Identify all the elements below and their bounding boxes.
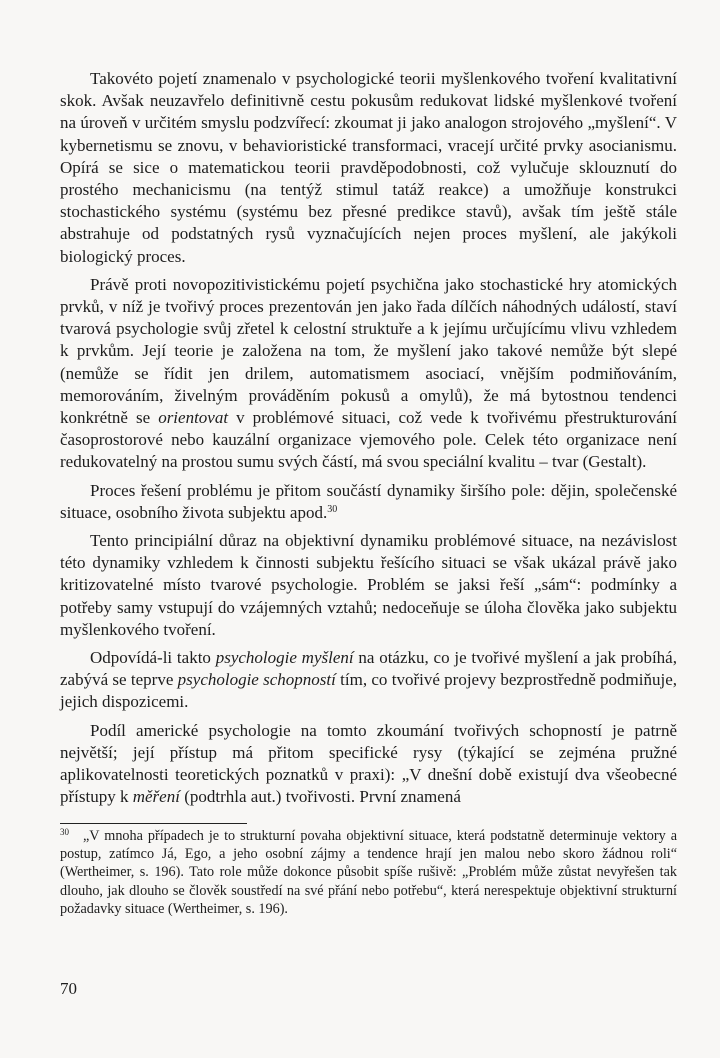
footnote-reference: 30	[327, 503, 338, 515]
italic-term: psychologie schopností	[177, 670, 336, 690]
italic-term: měření	[132, 787, 180, 807]
footnote-30	[60, 827, 677, 918]
text-segment: Tento principiální důraz na objektivní dynamiku problémové situace, na nezávislost této dynamiky vzhledem k činnosti subjektu řešícího situaci se však ukázal právě jako kritizovatelné místo tvarové psychologie. Problém se jaksi řeší „sám“: podmínky a potřeby samy vstupují do vzájemných vztahů; nedoceňuje se úloha člověka jako subjektu myšlenkového tvoření.	[60, 531, 677, 639]
text-segment: Takovéto pojetí znamenalo v psychologické teorii myšlenkového tvoření kvalitativní skok. Avšak neuzavřelo definitivně cestu pokusům redukovat lidské myšlenkové tvoření na úroveň v určitém smyslu podzvířecí: zkoumat ji jako analogon strojového „myšlení“. V kybernetismu se znovu, v behavioristické transformaci, vracejí určité prvky asocianismu. Opírá se sice o matematickou teorii pravděpodobnosti, což vylučuje sklouznutí do prostého mechanicismu (na tentýž stimul tatáž reakce) a umožňuje konstrukci stochastického systému (systému bez přesné predikce stavů), avšak tím ještě stále abstrahuje od podstatných rysů vyznačujících nejen proces myšlení, ale jakýkoli biologický proces.	[60, 69, 677, 266]
footnote-text: „V mnoha případech je to strukturní povaha objektivní situace, která podstatně determinuje vektory a postup, zatímco Já, Ego, a jeho osobní zájmy a tendence hrají jen malou nebo skoro žádnou roli“ (Wertheimer, s. 196). Tato role může dokonce působit spíše rušivě: „Problém může zůstat nevyřešen tak dlouho, jak dlouho se člověk soustředí na své přání nebo potřebu“, která nerespektuje objektivní strukturní požadavky situace (Wertheimer, s. 196).	[60, 828, 677, 917]
text-segment: (podtrhla aut.) tvořivosti. První znamená	[179, 787, 461, 807]
paragraph	[60, 647, 677, 714]
paragraph	[60, 720, 677, 809]
text-segment: Odpovídá-li takto	[90, 648, 216, 668]
main-text	[60, 68, 677, 809]
italic-term: psychologie myšlení	[215, 648, 354, 668]
paragraph	[60, 530, 677, 641]
italic-term: orientovat	[158, 408, 229, 428]
text-segment: Podíl americké psychologie na tomto zkoumání tvořivých schopností je patrně největší; její přístup má přitom specifické rysy (týkající se zejména pružné aplikovatelnosti teoretických poznatků v praxi): „V dnešní době existují dva všeobecné přístupy k	[60, 720, 677, 807]
paragraph	[60, 274, 677, 474]
footnote-marker: 30	[60, 827, 69, 837]
text-segment: Právě proti novopozitivistickému pojetí psychična jako stochastické hry atomických prvků, v níž je tvořivý proces prezentován jen jako řada dílčích náhodných událostí, staví tvarová psychologie svůj zřetel k celostní struktuře a k jejímu určujícímu vlivu vzhledem k prvkům. Její teorie je založena na tom, že myšlení jako takové nemůže být slepé (nemůže se řídit jen drilem, automatismem asociací, vnějším podmiňováním, memorováním, živelným prováděním pokusů a omylů), že má bytostnou tendenci konkrétně se	[60, 274, 677, 428]
text-segment: v problémové situaci, což vede k tvořivému přestrukturování časoprostorové nebo kauzální organizace vjemového pole. Celek této organizace není redukovatelný na prostou sumu svých částí, má svou speciální kvalitu – tvar (Gestalt).	[60, 408, 677, 472]
paragraph	[60, 68, 677, 268]
text-segment: na otázku, co je tvořivé myšlení a jak probíhá, zabývá se teprve	[60, 648, 677, 690]
text-segment: tím, co tvořivé projevy bezprostředně podmiňuje, jejich dispozicemi.	[60, 670, 677, 712]
page-number: 70	[60, 979, 77, 998]
paragraph	[60, 480, 677, 524]
text-segment: Proces řešení problému je přitom součástí dynamiky širšího pole: dějin, společenské situace, osobního života subjektu apod.	[60, 480, 677, 522]
footnote-divider	[60, 823, 247, 824]
